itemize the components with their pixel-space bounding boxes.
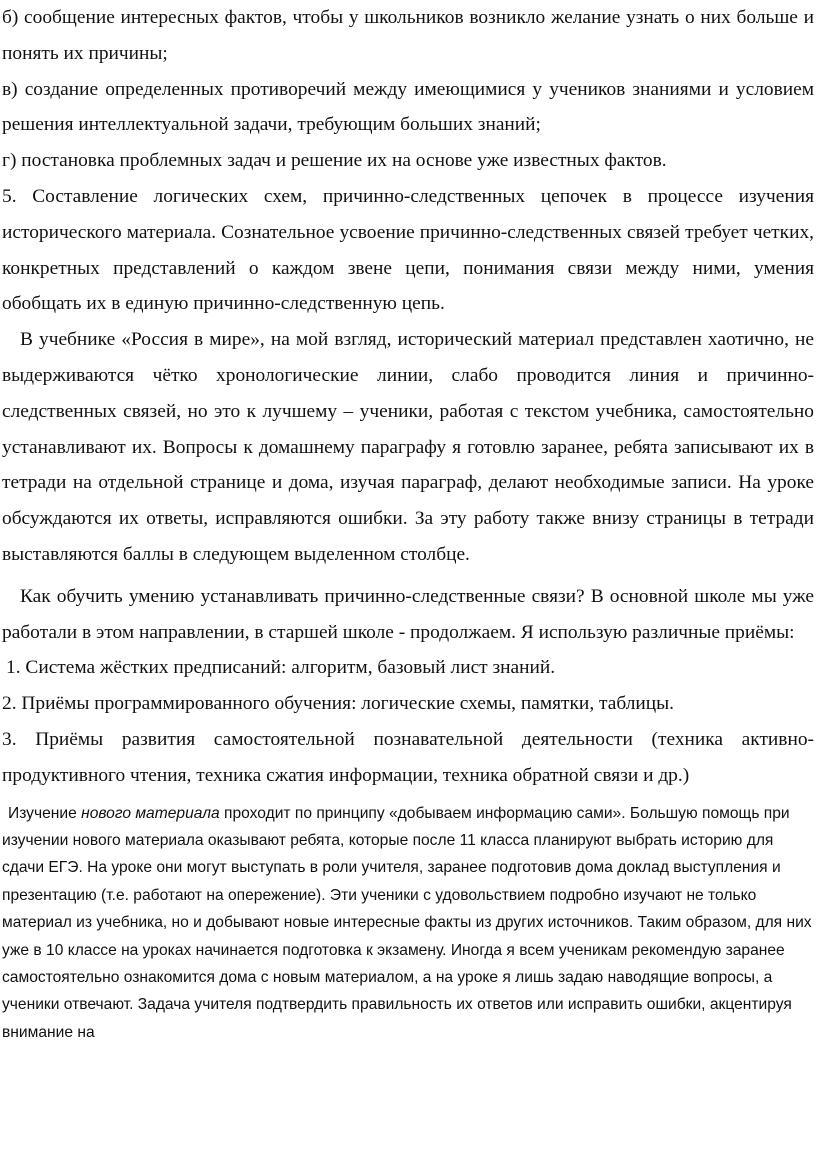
paragraph-item-5: 5. Составление логических схем, причинно-следственных цепочек в процессе изучения исторического материала. Сознательное усвоение причинно-следственных связей требует четких, конкретных представлений о каждом звене цепи, понимания связи между ними, умения обобщать их в единую причинно-следственную цепь. xyxy=(2,185,814,315)
list-item-2: 2. Приёмы программированного обучения: логические схемы, памятки, таблицы. xyxy=(2,693,675,715)
body-text xyxy=(2,0,814,794)
list-item-1: 1. Система жёстких предписаний: алгоритм, базовый лист знаний. xyxy=(6,657,556,679)
sans-paragraph xyxy=(2,800,814,1047)
sans-rest-text: проходит по принципу «добываем информацию сами». Большую помощь при изучении нового материала оказывают ребята, которые после 11 класса планируют выбрать историю для сдачи ЕГЭ. На уроке они могут выступать в роли учителя, заранее подготовив дома доклад выступления и презентацию (т.е. работают на опережение). Эти ученики с удовольствием подробно изучают не только материал из учебника, но и добывают новые интересные факты из других источников. Таким образом, для них уже в 10 классе на уроках начинается подготовка к экзамену. Иногда я всем ученикам рекомендую заранее самостоятельно ознакомится дома с новым материалом, а на уроке я лишь задаю наводящие вопросы, а ученики отвечают. Задача учителя подтвердить правильность их ответов или исправить ошибки, акцентируя внимание на xyxy=(2,804,812,1041)
paragraph-item-v: в) создание определенных противоречий между имеющимися у учеников знаниями и условием решения интеллектуальной задачи, требующим больших знаний; xyxy=(2,78,814,136)
paragraph-item-b: б) сообщение интересных фактов, чтобы у школьников возникло желание узнать о них больше и понять их причины; xyxy=(2,7,814,64)
paragraph-textbook: В учебнике «Россия в мире», на мой взгляд, исторический материал представлен хаотично, не выдерживаются чётко хронологические линии, слабо проводится линия и причинно-следственных связей, но это к лучшему – ученики, работая с текстом учебника, самостоятельно устанавливают их. Вопросы к домашнему параграфу я готовлю заранее, ребята записывают их в тетради на отдельной странице и дома, изучая параграф, делают необходимые записи. На уроке обсуждаются их ответы, исправляются ошибки. За эту работу также внизу страницы в тетради выставляются баллы в следующем выделенном столбце. xyxy=(2,329,814,565)
sans-first-word: Изучение xyxy=(8,804,77,822)
sans-italic-phrase: нового материала xyxy=(81,804,220,822)
paragraph-item-g: г) постановка проблемных задач и решение их на основе уже известных фактов. xyxy=(2,150,667,172)
paragraph-how: Как обучить умению устанавливать причинно-следственные связи? В основной школе мы уже работали в этом направлении, в старшей школе - продолжаем. Я использую различные приёмы: xyxy=(2,585,814,643)
list-item-3: 3. Приёмы развития самостоятельной познавательной деятельности (техника активно-продуктивного чтения, техника сжатия информации, техника обратной связи и др.) xyxy=(2,728,814,786)
